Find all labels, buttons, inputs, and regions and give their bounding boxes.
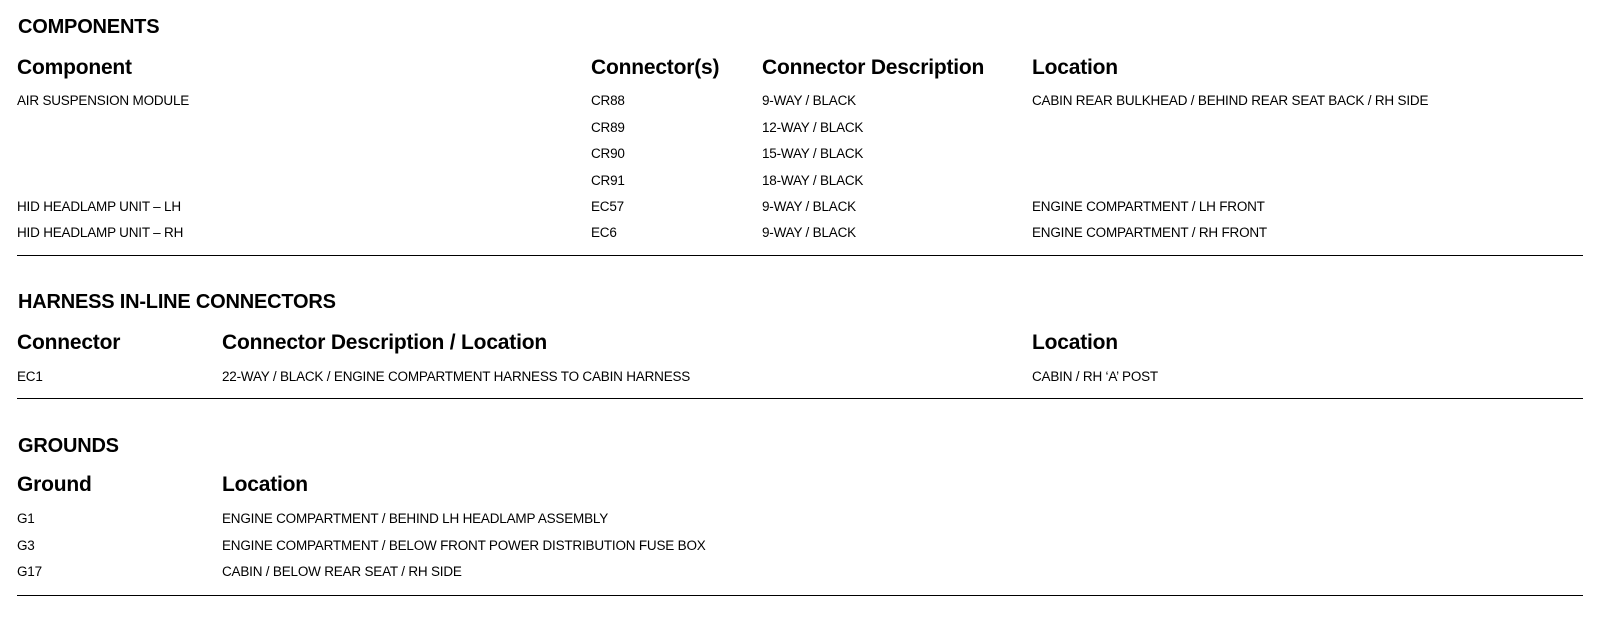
ground-id: G17: [17, 564, 42, 579]
harness-header-description: Connector Description / Location: [222, 331, 547, 354]
ground-id: G1: [17, 511, 35, 526]
harness-header-connector: Connector: [17, 331, 121, 354]
grounds-divider: [17, 595, 1583, 596]
components-divider: [17, 255, 1583, 256]
component-name: HID HEADLAMP UNIT – LH: [17, 199, 181, 214]
component-location: CABIN REAR BULKHEAD / BEHIND REAR SEAT BACK / RH SIDE: [1032, 93, 1429, 108]
connector-description: 9-WAY / BLACK: [762, 93, 856, 108]
connector-id: CR90: [591, 146, 625, 161]
connector-description: 9-WAY / BLACK: [762, 199, 856, 214]
connector-description: 12-WAY / BLACK: [762, 120, 864, 135]
component-name: AIR SUSPENSION MODULE: [17, 93, 190, 108]
components-header-description: Connector Description: [762, 56, 985, 79]
ground-location: CABIN / BELOW REAR SEAT / RH SIDE: [222, 564, 462, 579]
ground-location: ENGINE COMPARTMENT / BEHIND LH HEADLAMP ASSEMBLY: [222, 511, 608, 526]
harness-divider: [17, 398, 1583, 399]
harness-connector-location: CABIN / RH ‘A’ POST: [1032, 369, 1158, 384]
connector-id: EC57: [591, 199, 624, 214]
ground-id: G3: [17, 538, 35, 553]
components-header-location: Location: [1032, 56, 1118, 79]
ground-location: ENGINE COMPARTMENT / BELOW FRONT POWER DISTRIBUTION FUSE BOX: [222, 538, 706, 553]
connector-id: EC6: [591, 225, 617, 240]
connector-description: 18-WAY / BLACK: [762, 173, 864, 188]
grounds-section-title: GROUNDS: [18, 435, 119, 457]
components-section-title: COMPONENTS: [18, 16, 160, 38]
harness-connector-description: 22-WAY / BLACK / ENGINE COMPARTMENT HARNESS TO CABIN HARNESS: [222, 369, 691, 384]
grounds-header-ground: Ground: [17, 473, 92, 496]
component-location: ENGINE COMPARTMENT / RH FRONT: [1032, 225, 1267, 240]
component-name: HID HEADLAMP UNIT – RH: [17, 225, 184, 240]
connector-description: 15-WAY / BLACK: [762, 146, 864, 161]
harness-header-location: Location: [1032, 331, 1118, 354]
connector-description: 9-WAY / BLACK: [762, 225, 856, 240]
connector-id: CR91: [591, 173, 625, 188]
connector-id: CR89: [591, 120, 625, 135]
connector-id: CR88: [591, 93, 625, 108]
grounds-header-location: Location: [222, 473, 308, 496]
component-location: ENGINE COMPARTMENT / LH FRONT: [1032, 199, 1265, 214]
components-header-connectors: Connector(s): [591, 56, 720, 79]
components-header-component: Component: [17, 56, 132, 79]
harness-section-title: HARNESS IN-LINE CONNECTORS: [18, 291, 336, 313]
harness-connector-id: EC1: [17, 369, 43, 384]
